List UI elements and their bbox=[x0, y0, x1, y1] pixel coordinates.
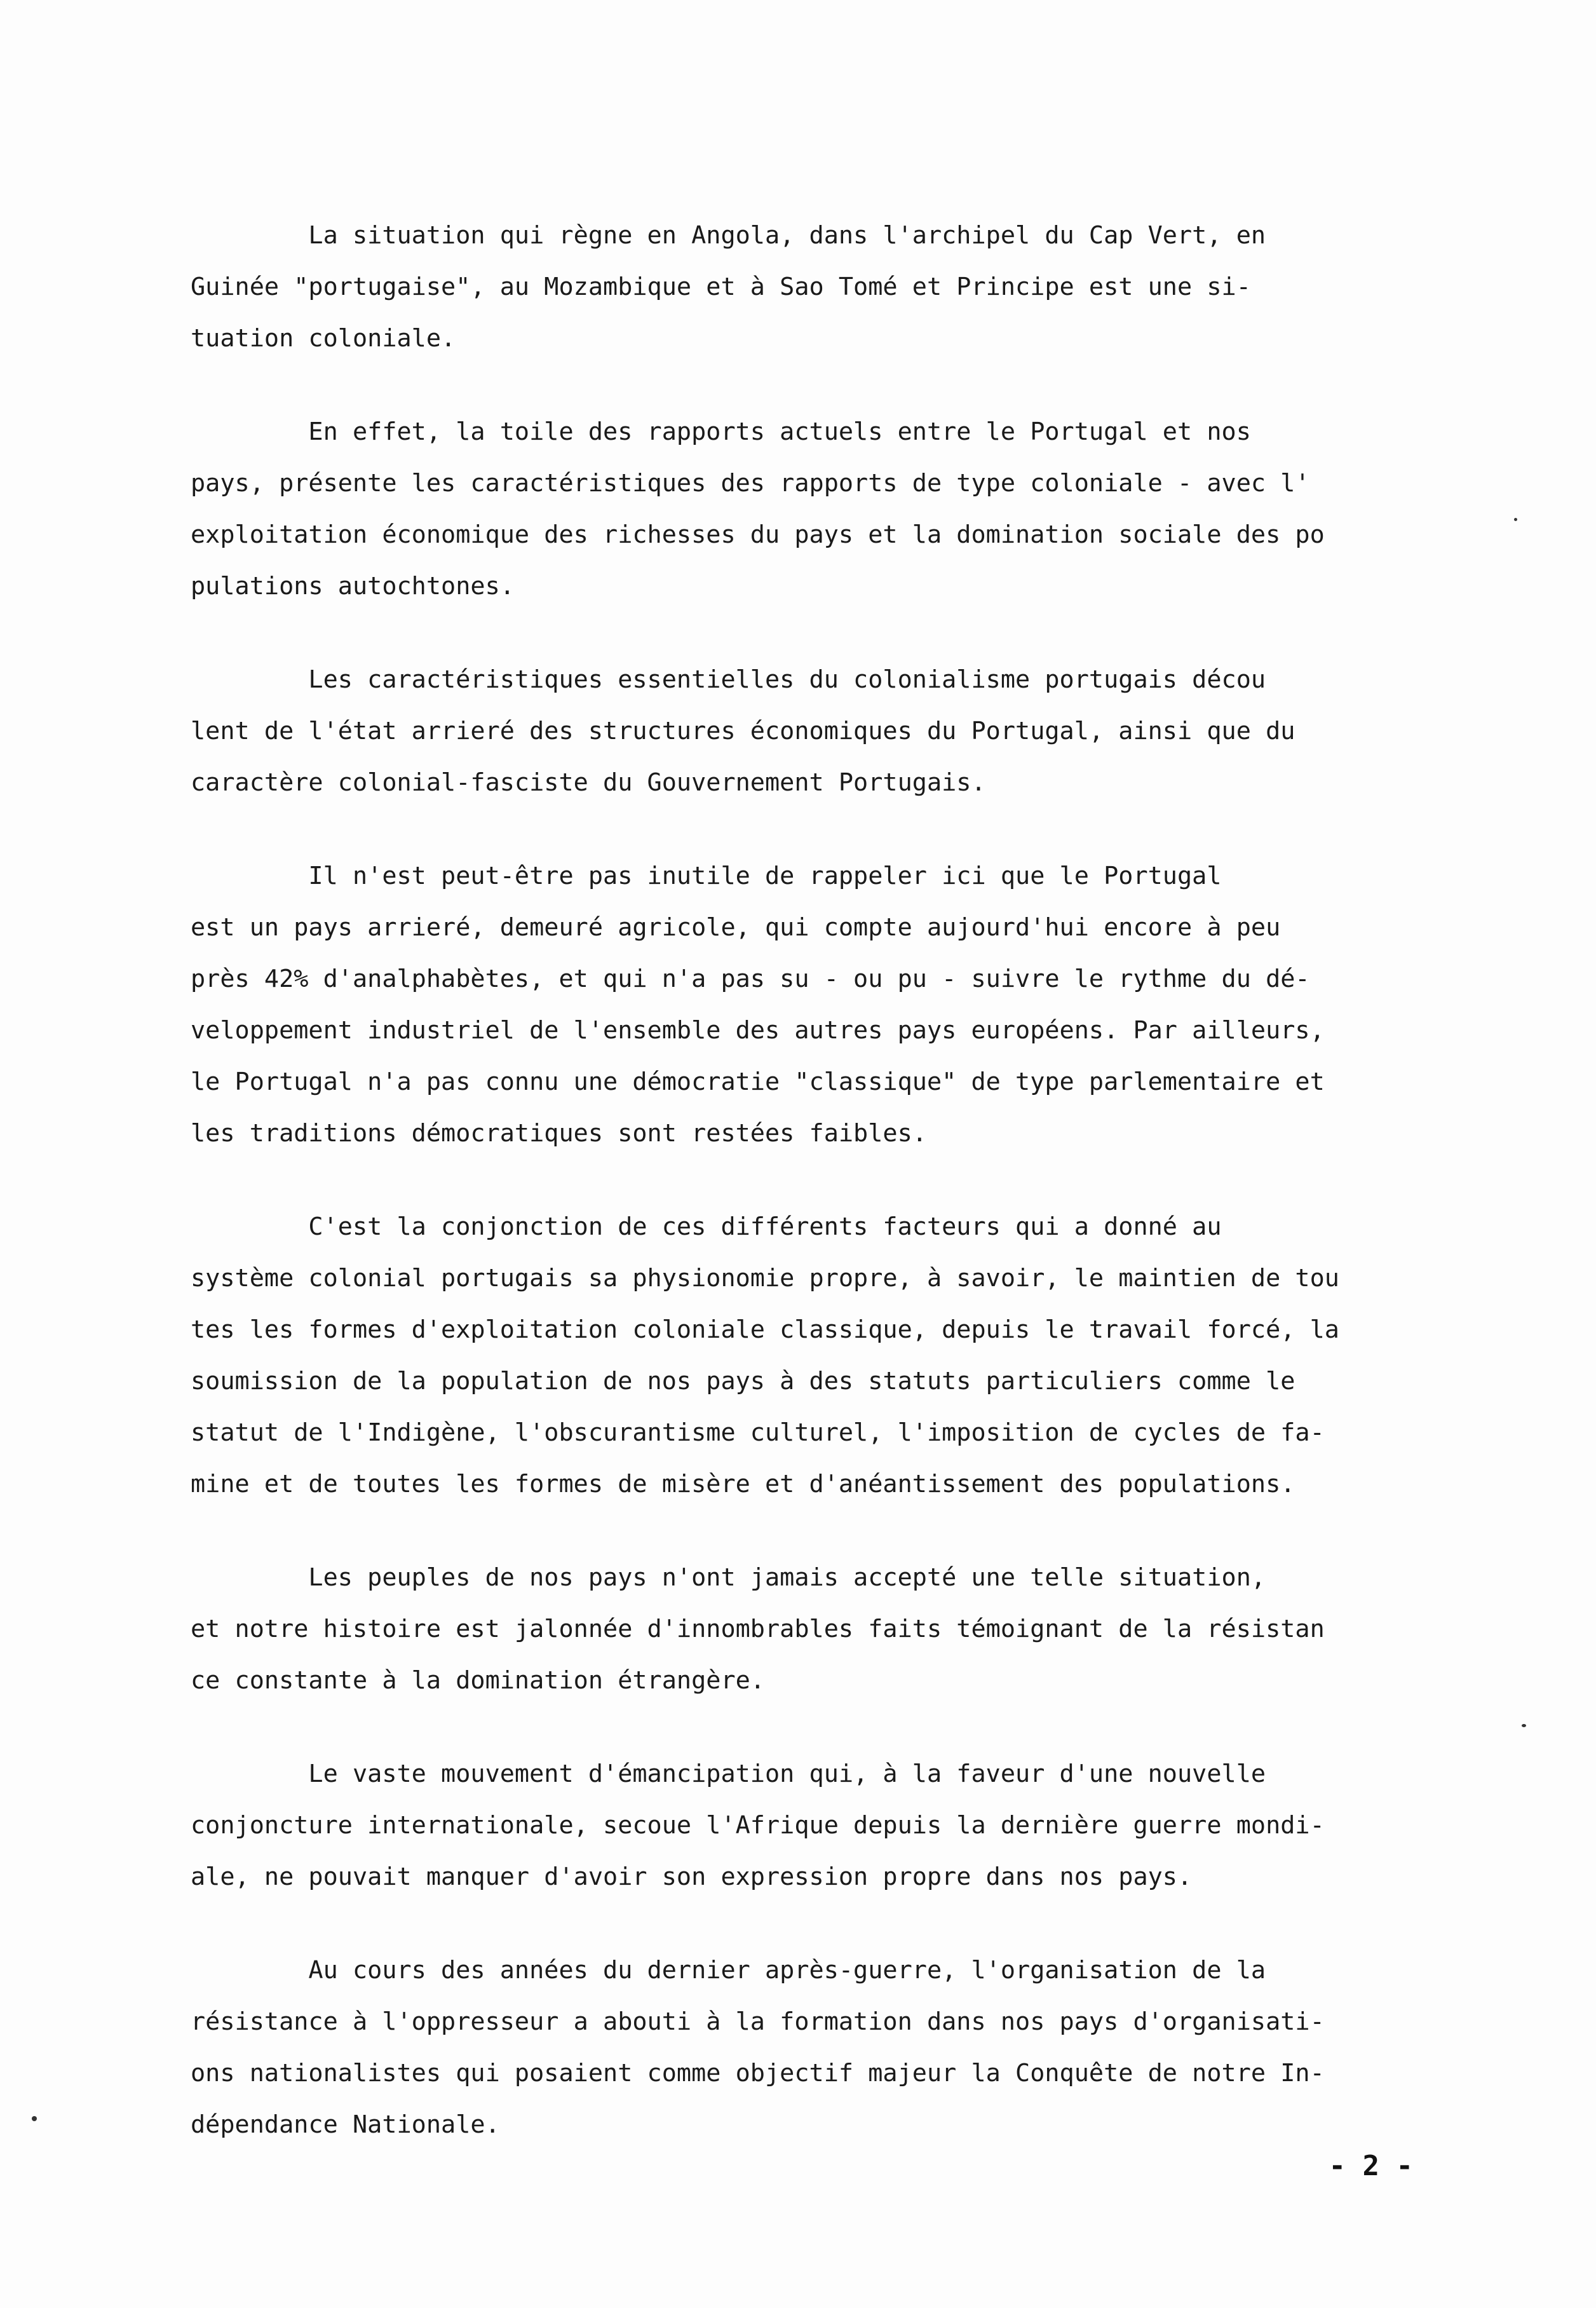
page-number: - 2 - bbox=[1329, 2150, 1413, 2182]
scan-speck bbox=[1522, 1724, 1526, 1727]
paragraph-4 bbox=[191, 850, 1398, 1159]
paragraph-5 bbox=[191, 1201, 1398, 1510]
text-line: ons nationalistes qui posaient comme objectif majeur la Conquête de notre In- bbox=[191, 2059, 1325, 2087]
text-line: mine et de toutes les formes de misère et d'anéantissement des populations. bbox=[191, 1470, 1295, 1498]
paragraph-3 bbox=[191, 654, 1398, 808]
text-line: le Portugal n'a pas connu une démocratie "classique" de type parlementaire et bbox=[191, 1068, 1325, 1096]
scan-speck bbox=[1514, 518, 1517, 521]
text-line: soumission de la population de nos pays à des statuts particuliers comme le bbox=[191, 1367, 1295, 1395]
text-line: ale, ne pouvait manquer d'avoir son expression propre dans nos pays. bbox=[191, 1863, 1193, 1891]
text-line: résistance à l'oppresseur a abouti à la formation dans nos pays d'organisati- bbox=[191, 2007, 1325, 2036]
document-body bbox=[191, 210, 1398, 2192]
text-line: près 42% d'analphabètes, et qui n'a pas su - ou pu - suivre le rythme du dé- bbox=[191, 965, 1310, 993]
text-line: pulations autochtones. bbox=[191, 572, 515, 601]
text-line: La situation qui règne en Angola, dans l'archipel du Cap Vert, en bbox=[191, 221, 1266, 250]
text-line: En effet, la toile des rapports actuels entre le Portugal et nos bbox=[191, 417, 1251, 446]
paragraph-8 bbox=[191, 1945, 1398, 2150]
paragraph-2 bbox=[191, 406, 1398, 612]
text-line: exploitation économique des richesses du pays et la domination sociale des po bbox=[191, 520, 1325, 549]
text-line: tuation coloniale. bbox=[191, 324, 456, 353]
text-line: veloppement industriel de l'ensemble des autres pays européens. Par ailleurs, bbox=[191, 1016, 1325, 1045]
text-line: caractère colonial-fasciste du Gouvernement Portugais. bbox=[191, 768, 986, 797]
text-line: pays, présente les caractéristiques des rapports de type coloniale - avec l' bbox=[191, 469, 1310, 498]
text-line: Le vaste mouvement d'émancipation qui, à la faveur d'une nouvelle bbox=[191, 1760, 1266, 1788]
text-line: dépendance Nationale. bbox=[191, 2110, 500, 2139]
text-line: Guinée "portugaise", au Mozambique et à Sao Tomé et Principe est une si- bbox=[191, 273, 1251, 301]
text-line: conjoncture internationale, secoue l'Afrique depuis la dernière guerre mondi- bbox=[191, 1811, 1325, 1840]
text-line: système colonial portugais sa physionomie propre, à savoir, le maintien de tou bbox=[191, 1264, 1339, 1293]
text-line: est un pays arrieré, demeuré agricole, qui compte aujourd'hui encore à peu bbox=[191, 913, 1281, 942]
text-line: et notre histoire est jalonnée d'innombrables faits témoignant de la résistan bbox=[191, 1615, 1325, 1643]
text-line: Au cours des années du dernier après-guerre, l'organisation de la bbox=[191, 1956, 1266, 1985]
text-line: Les caractéristiques essentielles du colonialisme portugais décou bbox=[191, 665, 1266, 694]
text-line: lent de l'état arrieré des structures économiques du Portugal, ainsi que du bbox=[191, 717, 1295, 745]
text-line: Les peuples de nos pays n'ont jamais accepté une telle situation, bbox=[191, 1563, 1266, 1592]
paragraph-1 bbox=[191, 210, 1398, 364]
paragraph-6 bbox=[191, 1552, 1398, 1706]
text-line: Il n'est peut-être pas inutile de rappeler ici que le Portugal bbox=[191, 862, 1222, 890]
text-line: les traditions démocratiques sont restées faibles. bbox=[191, 1119, 927, 1148]
scan-speck bbox=[32, 2116, 37, 2121]
text-line: C'est la conjonction de ces différents facteurs qui a donné au bbox=[191, 1212, 1222, 1241]
text-line: ce constante à la domination étrangère. bbox=[191, 1666, 765, 1695]
paragraph-7 bbox=[191, 1748, 1398, 1903]
text-line: statut de l'Indigène, l'obscurantisme culturel, l'imposition de cycles de fa- bbox=[191, 1418, 1325, 1447]
text-line: tes les formes d'exploitation coloniale classique, depuis le travail forcé, la bbox=[191, 1315, 1339, 1344]
